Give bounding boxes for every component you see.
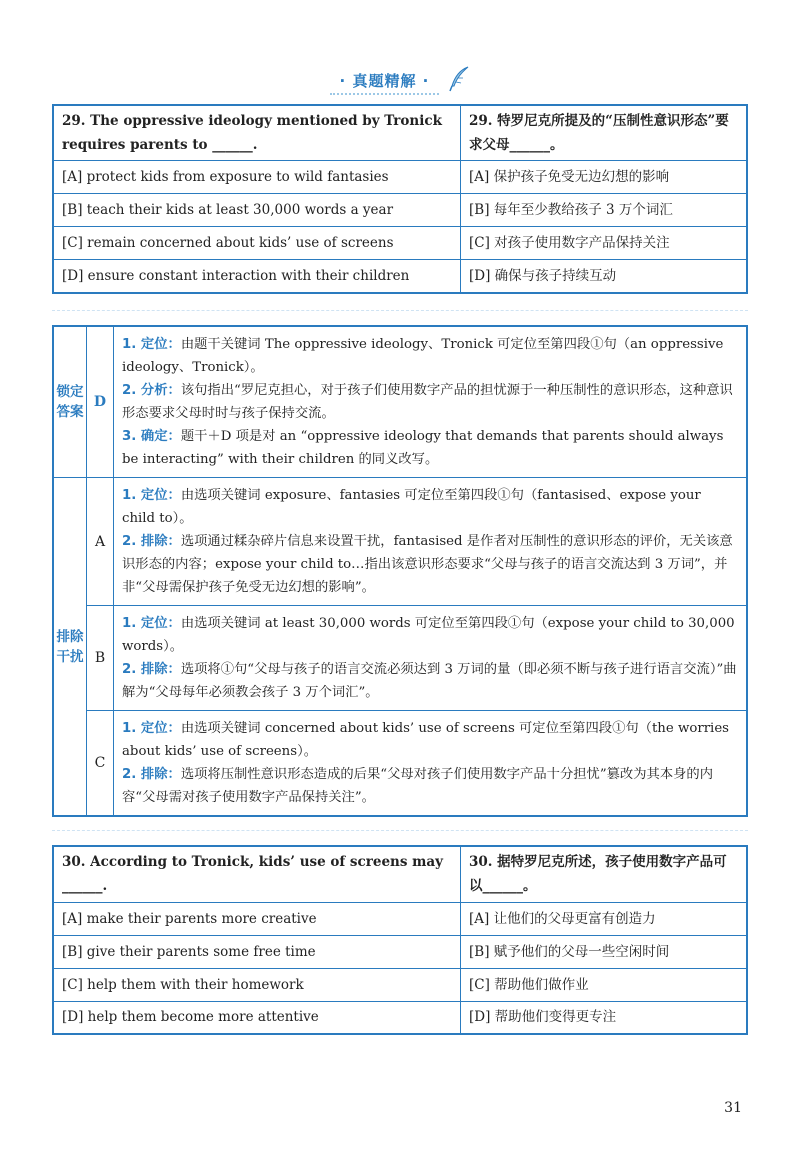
analysis-table xyxy=(52,325,748,817)
q30-option-b-cn: [B] 赋予他们的父母一些空闲时间 xyxy=(461,935,748,968)
step-tag: 1. 定位： xyxy=(122,488,181,503)
distractor-option-a: A xyxy=(87,478,114,606)
q29-option-a-cn: [A] 保护孩子免受无边幻想的影响 xyxy=(461,161,748,194)
divider xyxy=(52,830,748,831)
step-tag: 1. 定位： xyxy=(122,721,181,736)
section-title: · 真题精解 · xyxy=(330,68,440,95)
q30-option-a-en: [A] make their parents more creative xyxy=(53,902,461,935)
distractor-step xyxy=(122,484,738,530)
q29-option-row xyxy=(53,227,747,260)
distractor-a-explanation xyxy=(114,478,748,606)
step-text: 由选项关键词 at least 30,000 words 可定位至第四段①句（expose your child to 30,000 words）。 xyxy=(122,616,735,654)
answer-step xyxy=(122,425,738,471)
q29-option-row xyxy=(53,260,747,293)
step-text: 由选项关键词 concerned about kids’ use of screens 可定位至第四段①句（the worries about kids’ use of screens）。 xyxy=(122,721,730,759)
q30-option-row xyxy=(53,968,747,1001)
step-text: 由题干关键词 The oppressive ideology、Tronick 可定位至第四段①句（an oppressive ideology、Tronick）。 xyxy=(122,337,724,375)
distractor-step xyxy=(122,530,738,599)
distractor-step xyxy=(122,658,738,704)
section-header xyxy=(0,66,800,96)
distractor-b-explanation xyxy=(114,606,748,711)
q29-option-a-en: [A] protect kids from exposure to wild fantasies xyxy=(53,161,461,194)
q30-stem-cn: 30. 据特罗尼克所述，孩子使用数字产品可以______。 xyxy=(461,846,748,902)
distractor-step xyxy=(122,763,738,809)
exclude-label: 排除干扰 xyxy=(53,478,87,817)
answer-step xyxy=(122,333,738,379)
q30-option-d-cn: [D] 帮助他们变得更专注 xyxy=(461,1001,748,1034)
step-tag: 2. 分析： xyxy=(122,383,181,398)
distractor-option-b: B xyxy=(87,606,114,711)
step-tag: 3. 确定： xyxy=(122,429,181,444)
q29-option-d-cn: [D] 确保与孩子持续互动 xyxy=(461,260,748,293)
q29-option-row xyxy=(53,194,747,227)
step-text: 选项将①句“父母与孩子的语言交流必须达到 3 万词的量（即必须不断与孩子进行语言交流）”曲解为“父母每年必须教会孩子 3 万个词汇”。 xyxy=(122,662,737,700)
question-29-table xyxy=(52,104,748,294)
page-number: 31 xyxy=(724,1100,742,1116)
step-tag: 2. 排除： xyxy=(122,534,181,549)
step-text: 选项将压制性意识形态造成的后果“父母对孩子们使用数字产品十分担忧”篡改为其本身的内容“父母需对孩子使用数字产品保持关注”。 xyxy=(122,767,714,805)
step-text: 该句指出“罗尼克担心，对于孩子们使用数字产品的担忧源于一种压制性的意识形态，这种意识形态要求父母时时与孩子保持交流。 xyxy=(122,383,733,421)
question-30-table xyxy=(52,845,748,1035)
q29-stem-cn: 29. 特罗尼克所提及的“压制性意识形态”要求父母______。 xyxy=(461,105,748,161)
q29-option-d-en: [D] ensure constant interaction with their children xyxy=(53,260,461,293)
step-text: 由选项关键词 exposure、fantasies 可定位至第四段①句（fantasised、expose your child to）。 xyxy=(122,488,701,526)
q29-option-c-en: [C] remain concerned about kids’ use of screens xyxy=(53,227,461,260)
step-text: 选项通过糅杂碎片信息来设置干扰，fantasised 是作者对压制性的意识形态的评价，无关该意识形态的内容；expose your child to…指出该意识形态要求“父母与孩子的语言交流达到 3 万词”，并非“父母需保护孩子免受无边幻想的影响”。 xyxy=(122,534,733,595)
q30-option-b-en: [B] give their parents some free time xyxy=(53,935,461,968)
step-tag: 1. 定位： xyxy=(122,616,181,631)
distractor-step xyxy=(122,717,738,763)
q30-option-row xyxy=(53,902,747,935)
answer-step xyxy=(122,379,738,425)
q29-option-c-cn: [C] 对孩子使用数字产品保持关注 xyxy=(461,227,748,260)
q30-stem-en: 30. According to Tronick, kids’ use of screens may ______. xyxy=(53,846,461,902)
divider xyxy=(52,310,748,311)
q29-option-b-en: [B] teach their kids at least 30,000 words a year xyxy=(53,194,461,227)
answer-label: 锁定答案 xyxy=(53,326,87,478)
distractor-c-explanation xyxy=(114,711,748,817)
answer-option: D xyxy=(87,326,114,478)
q30-option-c-en: [C] help them with their homework xyxy=(53,968,461,1001)
q30-option-a-cn: [A] 让他们的父母更富有创造力 xyxy=(461,902,748,935)
q30-option-d-en: [D] help them become more attentive xyxy=(53,1001,461,1034)
step-tag: 1. 定位： xyxy=(122,337,181,352)
step-text: 题干＋D 项是对 an “oppressive ideology that demands that parents should always be interacting” with their children 的同义改写。 xyxy=(122,429,724,467)
q29-stem-en: 29. The oppressive ideology mentioned by Tronick requires parents to ______. xyxy=(53,105,461,161)
step-tag: 2. 排除： xyxy=(122,662,181,677)
distractor-option-c: C xyxy=(87,711,114,817)
q30-option-row xyxy=(53,1001,747,1034)
answer-explanation xyxy=(114,326,748,478)
q29-option-b-cn: [B] 每年至少教给孩子 3 万个词汇 xyxy=(461,194,748,227)
quill-pen-icon xyxy=(448,66,470,96)
distractor-step xyxy=(122,612,738,658)
q29-option-row xyxy=(53,161,747,194)
q30-option-c-cn: [C] 帮助他们做作业 xyxy=(461,968,748,1001)
step-tag: 2. 排除： xyxy=(122,767,181,782)
q30-option-row xyxy=(53,935,747,968)
